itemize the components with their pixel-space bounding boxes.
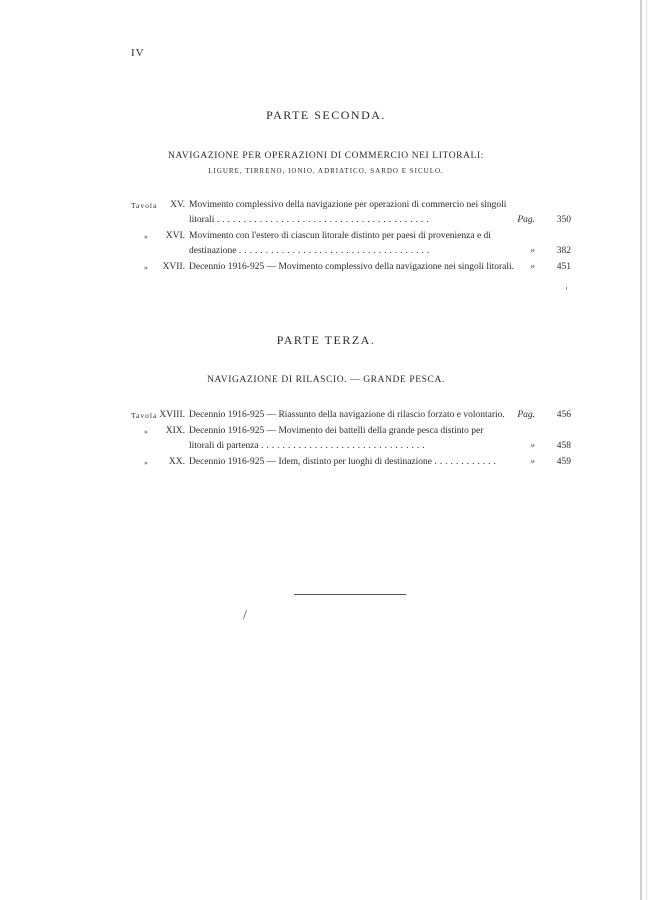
stray-mark bbox=[566, 287, 567, 290]
entry-page-prefix: » bbox=[530, 457, 535, 467]
entry-number: XVI. bbox=[165, 231, 185, 241]
entry-page-prefix: » bbox=[530, 246, 535, 256]
entry-text bbox=[189, 408, 535, 423]
entry-number: XV. bbox=[170, 200, 185, 210]
entry-line2: litorali bbox=[189, 215, 215, 225]
entry-number: XIX. bbox=[165, 426, 185, 436]
entry-number: XX. bbox=[168, 457, 185, 467]
entry-leader: ............................... bbox=[261, 441, 428, 451]
entry-page-prefix: » bbox=[530, 441, 535, 451]
entry-leader: ............ bbox=[434, 457, 499, 467]
entry-leader: . bbox=[511, 262, 518, 272]
page-number: IV bbox=[131, 47, 145, 59]
parte-terza-section-title: NAVIGAZIONE DI RILASCIO. — GRANDE PESCA. bbox=[207, 375, 445, 385]
pen-mark: / bbox=[243, 608, 247, 623]
parte-terza-title: PARTE TERZA. bbox=[276, 333, 376, 347]
parte-seconda-subtitle: LIGURE, TIRRENO, IONIO, ADRIATICO, SARDO E SICULO. bbox=[208, 167, 444, 175]
entry-line2: litorali di partenza bbox=[189, 441, 259, 451]
entry-line1: Decennio 1916-925 — Riassunto della navigazione di rilascio forzato e volontario bbox=[189, 410, 503, 420]
entry-page-prefix: Pag. bbox=[517, 410, 535, 420]
entry-text bbox=[189, 198, 535, 228]
entry-page: 458 bbox=[556, 441, 571, 451]
entry-label: » bbox=[144, 427, 149, 436]
end-rule bbox=[294, 594, 406, 595]
entry-line1: Decennio 1916-925 — Movimento complessivo della navigazione nei singoli litorali bbox=[189, 262, 512, 272]
scan-edge-secondary bbox=[646, 0, 647, 900]
entry-label: » bbox=[144, 263, 149, 272]
entry-line1: Movimento con l'estero di ciascun litorale distinto per paesi di provenienza e di bbox=[189, 231, 491, 241]
entry-label: » bbox=[144, 232, 149, 241]
entry-leader: ........................................ bbox=[216, 215, 432, 225]
scan-edge bbox=[640, 0, 642, 900]
entry-leader: .................................... bbox=[238, 246, 433, 256]
entry-page: 459 bbox=[556, 457, 571, 467]
entry-number: XVIII. bbox=[159, 410, 185, 420]
entry-text bbox=[189, 260, 535, 275]
entry-line1: Decennio 1916-925 — Movimento dei battelli della grande pesca distinto per bbox=[189, 426, 484, 436]
entry-text bbox=[189, 229, 535, 259]
entry-line2: destinazione bbox=[189, 246, 237, 256]
entry-line1: Decennio 1916-925 — Idem, distinto per luoghi di destinazione bbox=[189, 457, 432, 467]
entry-page-prefix: » bbox=[530, 262, 535, 272]
parte-seconda-section-title: NAVIGAZIONE PER OPERAZIONI DI COMMERCIO NEI LITORALI: bbox=[168, 151, 484, 161]
entry-page-prefix: Pag. bbox=[517, 215, 535, 225]
entry-text bbox=[189, 455, 535, 470]
entry-label: Tavola bbox=[131, 411, 158, 420]
entry-label: Tavola bbox=[131, 201, 158, 210]
parte-seconda-title: PARTE SECONDA. bbox=[266, 108, 386, 122]
entry-page: 382 bbox=[556, 246, 571, 256]
entry-leader: . bbox=[502, 410, 508, 420]
entry-page: 451 bbox=[556, 262, 571, 272]
entry-line1: Movimento complessivo della navigazione per operazioni di commercio nei singoli bbox=[189, 200, 507, 210]
entry-text bbox=[189, 424, 535, 454]
entry-label: » bbox=[144, 458, 149, 467]
entry-number: XVII. bbox=[162, 262, 185, 272]
entry-page: 350 bbox=[556, 215, 571, 225]
entry-page: 456 bbox=[556, 410, 571, 420]
